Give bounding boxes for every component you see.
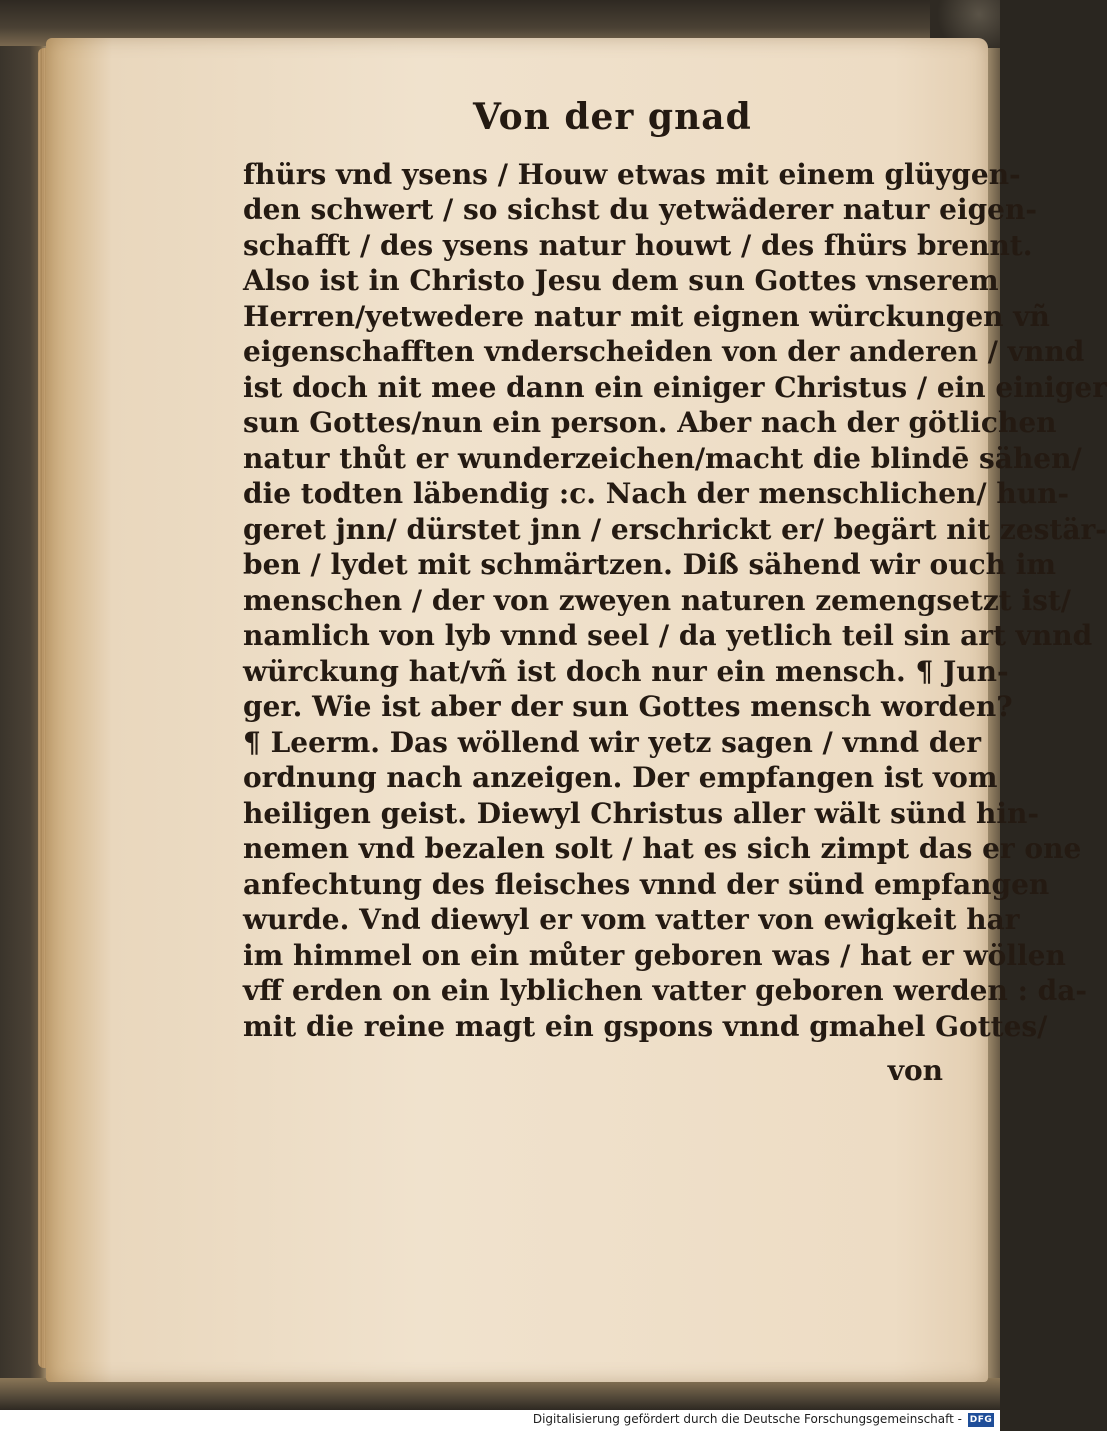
text-line: sun Gottes/nun ein person. Aber nach der götlichen	[243, 406, 1057, 439]
digitization-footer	[0, 1410, 1000, 1431]
text-line: schafft / des ysens natur houwt / des fhürs brennt.	[243, 229, 1033, 262]
footer-credit: Digitalisierung gefördert durch die Deutsche Forschungsgemeinschaft -	[532, 1412, 962, 1426]
text-line: geret jnn/ dürstet jnn / erschrickt er/ begärt nit zestär-	[243, 513, 1107, 546]
text-line: ger. Wie ist aber der sun Gottes mensch worden?	[243, 690, 1013, 723]
text-line: ben / lydet mit schmärtzen. Diß sähend wir ouch im	[243, 548, 1056, 581]
text-line: den schwert / so sichst du yetwäderer natur eigen-	[243, 193, 1037, 226]
text-line: menschen / der von zweyen naturen zemengsetzt ist/	[243, 584, 1072, 617]
text-line: eigenschafften vnderscheiden von der anderen / vnnd	[243, 335, 1085, 368]
text-line: im himmel on ein můter geboren was / hat er wöllen	[243, 939, 1066, 972]
text-line: ist doch nit mee dann ein einiger Christus / ein einiger	[243, 371, 1107, 404]
book-bottom-edge	[0, 1378, 1000, 1410]
running-head: Von der gnad	[473, 96, 752, 138]
text-line: die todten läbendig :c. Nach der menschlichen/ hun-	[243, 477, 1070, 510]
catchword: von	[887, 1054, 943, 1087]
page-text	[243, 96, 1107, 1087]
text-line: anfechtung des fleisches vnnd der sünd empfangen	[243, 868, 1050, 901]
text-line: natur thůt er wunderzeichen/macht die blindē sähen/	[243, 442, 1082, 475]
text-line: Also ist in Christo Jesu dem sun Gottes vnserem	[243, 264, 999, 297]
text-line: ordnung nach anzeigen. Der empfangen ist vom	[243, 761, 998, 794]
text-line: wurde. Vnd diewyl er vom vatter von ewigkeit har	[243, 903, 1020, 936]
text-line: nemen vnd bezalen solt / hat es sich zimpt das er one	[243, 832, 1082, 865]
text-line: ¶ Leerm. Das wöllend wir yetz sagen / vnnd der	[243, 726, 981, 759]
text-line: vff erden on ein lyblichen vatter geboren werden : da-	[243, 974, 1087, 1007]
text-line: namlich von lyb vnnd seel / da yetlich teil sin art vnnd	[243, 619, 1093, 652]
text-line: fhürs vnd ysens / Houw etwas mit einem glüygen-	[243, 158, 1021, 191]
text-line: Herren/yetwedere natur mit eignen würckungen vñ	[243, 300, 1050, 333]
text-line: heiligen geist. Diewyl Christus aller wält sünd hin-	[243, 797, 1039, 830]
dfg-logo-icon: DFG	[969, 1415, 993, 1425]
text-line: mit die reine magt ein gspons vnnd gmahel Gottes/	[243, 1010, 1048, 1043]
text-line: würckung hat/vñ ist doch nur ein mensch. ¶ Jun-	[243, 655, 1009, 688]
